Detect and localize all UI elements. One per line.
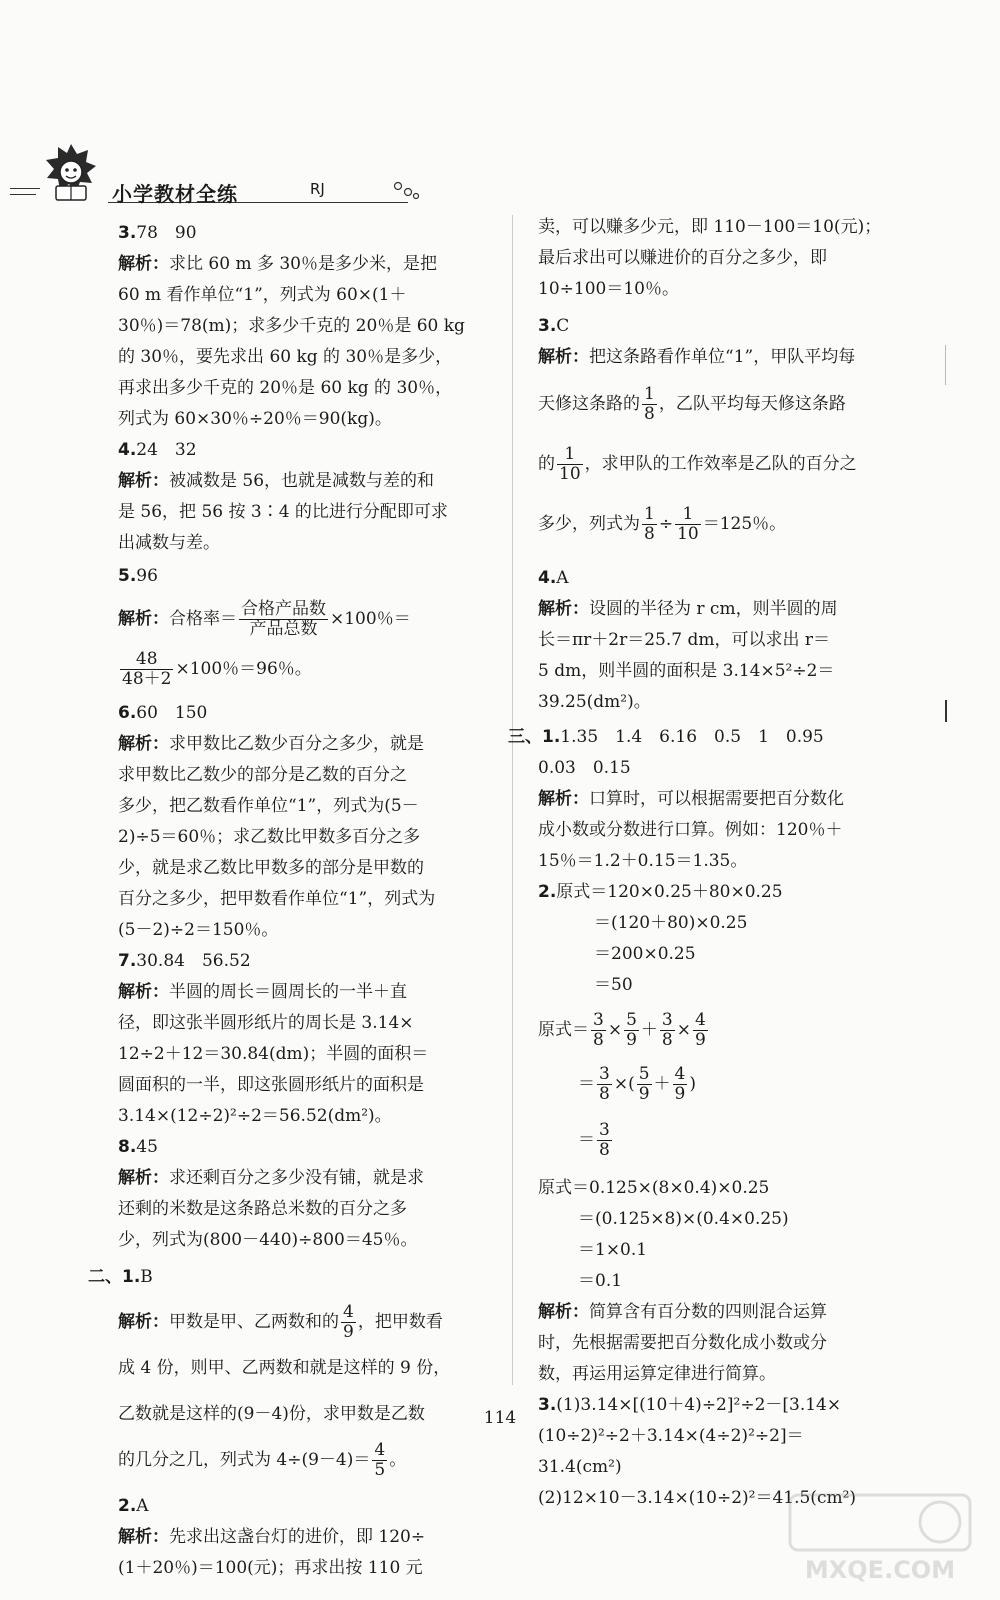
text-line: ＝1×0.1 [578, 1240, 648, 1260]
text-line: 圆面积的一半，即这张圆形纸片的面积是 [118, 1075, 424, 1095]
text-line: 30％)＝78(m)；求多少千克的 20％是 60 kg [118, 316, 465, 336]
fraction: $\frac{3}{8}$ [661, 1010, 673, 1050]
text-line: ＝0.1 [578, 1271, 623, 1291]
ornament-icon [392, 180, 422, 200]
section-2-answer-1: 二、1.B [88, 1267, 153, 1287]
text-line: 31.4(cm²) [538, 1457, 622, 1477]
analysis-6: 解析：求甲数比乙数少百分之多少，就是 [118, 734, 424, 754]
answer-s3-3: 3.(1)3.14×[(10＋4)÷2]²÷2－[3.14× [538, 1395, 842, 1415]
text-line: 径，即这张半圆形纸片的周长是 3.14× [118, 1013, 414, 1033]
text-line: ＝200×0.25 [594, 944, 696, 964]
analysis-s2-3: 解析：把这条路看作单位“1”，甲队平均每 [538, 347, 856, 367]
answer-s3-2: 2.原式＝120×0.25＋80×0.25 [538, 882, 783, 902]
text-line: 时，先根据需要把百分数化成小数或分 [538, 1333, 827, 1353]
analysis-s3-2: 解析：简算含有百分数的四则混合运算 [538, 1302, 827, 1322]
text-line: 还剩的米数是这条路总米数的百分之多 [118, 1199, 407, 1219]
text-line: 的 $\frac{1}{10}$ ，求甲队的工作效率是乙队的百分之 [538, 444, 857, 484]
fraction: $\frac{4}{5}$ [374, 1440, 386, 1480]
text-line: $\frac{48}{48+2}$ ×100％＝96％。 [122, 649, 312, 689]
text-line: 15％＝1.2＋0.15＝1.35。 [538, 851, 748, 871]
analysis-8: 解析：求还剩百分之多少没有铺，就是求 [118, 1168, 424, 1188]
analysis-s2-2: 解析：先求出这盏台灯的进价，即 120÷ [118, 1527, 426, 1547]
watermark-logo [780, 1490, 980, 1590]
text-line: 少，就是求乙数比甲数多的部分是甲数的 [118, 858, 424, 878]
answer-4: 4.24 32 [118, 440, 197, 460]
analysis-7: 解析：半圆的周长＝圆周长的一半＋直 [118, 982, 407, 1002]
text-line: 多少，列式为 $\frac{1}{8}$ ÷ $\frac{1}{10}$ ＝125％。 [538, 504, 787, 544]
text-line: 出减数与差。 [118, 533, 220, 553]
fraction: $\frac{1}{10}$ [559, 444, 581, 484]
text-line: 5 dm，则半圆的面积是 3.14×5²÷2＝ [538, 661, 835, 681]
edition-label: RJ [310, 180, 325, 198]
text-line: 再求出多少千克的 20％是 60 kg 的 30％， [118, 378, 453, 398]
fraction: $\frac{3}{8}$ [599, 1064, 610, 1104]
text-line: 是 56，把 56 按 3∶4 的比进行分配即可求 [118, 502, 448, 522]
text-line: ＝ $\frac{3}{8}$ ×( $\frac{5}{9}$ ＋ $\frac{4}{9}$ ) [578, 1064, 697, 1104]
fraction: $\frac{1}{10}$ [677, 504, 699, 544]
right-column [508, 212, 978, 1514]
fraction: $\frac{4}{9}$ [674, 1064, 686, 1104]
text-line: 0.03 0.15 [538, 758, 631, 778]
text-line: ＝50 [594, 975, 633, 995]
text-line: 10÷100＝10％。 [538, 279, 679, 299]
text-line: 的几分之几，列式为 4÷(9－4)＝ $\frac{4}{5}$ 。 [118, 1440, 407, 1480]
text-line: 60 m 看作单位“1”，列式为 60×(1＋ [118, 285, 407, 305]
answer-s2-4: 4.A [538, 568, 569, 588]
answer-3: 3.78 90 [118, 223, 197, 243]
text-line: 卖，可以赚多少元，即 110－100＝10(元)； [538, 217, 882, 237]
fraction: $\frac{1}{8}$ [644, 504, 655, 544]
text-line: 成 4 份，则甲、乙两数和就是这样的 9 份， [118, 1358, 451, 1378]
text-line: 天修这条路的 $\frac{1}{8}$ ，乙队平均每天修这条路 [538, 384, 846, 424]
text-line: (1＋20％)＝100(元)；再求出按 110 元 [118, 1558, 423, 1578]
analysis-3: 解析：求比 60 m 多 30％是多少米，是把 [118, 254, 437, 274]
text-line: 的 30％，要先求出 60 kg 的 30％是多少， [118, 347, 453, 367]
page-number: 114 [483, 1408, 517, 1428]
text-line: (10÷2)²÷2＋3.14×(4÷2)²÷2]＝ [538, 1426, 804, 1446]
answer-s2-3: 3.C [538, 316, 570, 336]
text-line: ＝(0.125×8)×(0.4×0.25) [578, 1209, 789, 1229]
text-line: 百分之多少，把甲数看作单位“1”，列式为 [118, 889, 436, 909]
fraction: $\frac{5}{9}$ [638, 1064, 650, 1104]
answer-6: 6.60 150 [118, 703, 208, 723]
text-line: 最后求出可以赚进价的百分之多少，即 [538, 248, 827, 268]
section-3-answer-1: 三、1.1.35 1.4 6.16 0.5 1 0.95 [508, 727, 824, 747]
watermark-text: MXQE.COM [804, 1556, 956, 1584]
fraction: $\frac{3}{8}$ [599, 1120, 610, 1160]
text-line: 成小数或分数进行口算。例如：120％＋ [538, 820, 843, 840]
text-line: 39.25(dm²)。 [538, 692, 651, 712]
brand-title: 小学教材全练 [112, 182, 238, 206]
text-line: 原式＝ $\frac{3}{8}$ × $\frac{5}{9}$ ＋ $\frac{3}{8}$ × $\frac{4}{9}$ [538, 1010, 706, 1050]
text-line: (5－2)÷2＝150％。 [118, 920, 279, 940]
left-column [88, 218, 558, 1584]
text-line: 乙数就是这样的(9－4)份，求甲数是乙数 [118, 1404, 425, 1424]
analysis-5: 解析：合格率＝ $\frac{\text{合格产品数}}{\text{产品总数}}$ ×100％＝ [118, 599, 411, 639]
text-line: 求甲数比乙数少的部分是乙数的百分之 [118, 765, 407, 785]
fraction: $\frac{5}{9}$ [626, 1010, 637, 1050]
analysis-s2-1: 解析：甲数是甲、乙两数和的 $\frac{4}{9}$ ，把甲数看 [118, 1302, 443, 1342]
text-line: (2)12×10－3.14×(10÷2)²＝41.5(cm²) [538, 1488, 857, 1508]
mascot-icon [36, 140, 106, 210]
text-line: 列式为 60×30％÷20％＝90(kg)。 [118, 409, 392, 429]
answer-7: 7.30.84 56.52 [118, 951, 251, 971]
analysis-s3-1: 解析：口算时，可以根据需要把百分数化 [538, 789, 844, 809]
fraction: $\frac{\text{合格产品数}}{\text{产品总数}}$ [241, 599, 326, 639]
text-line: 3.14×(12÷2)²÷2＝56.52(dm²)。 [118, 1106, 392, 1126]
fraction: $\frac{1}{8}$ [644, 384, 655, 424]
fraction: $\frac{4}{9}$ [694, 1010, 706, 1050]
analysis-s2-4: 解析：设圆的半径为 r cm，则半圆的周 [538, 599, 838, 619]
fraction: $\frac{4}{9}$ [343, 1302, 354, 1342]
text-line: 数，再运用运算定律进行简算。 [538, 1364, 776, 1384]
text-line: 2)÷5＝60％；求乙数比甲数多百分之多 [118, 827, 421, 847]
text-line: 原式＝0.125×(8×0.4)×0.25 [538, 1178, 770, 1198]
text-line: 长＝πr＋2r＝25.7 dm，可以求出 r＝ [538, 630, 831, 650]
text-line: ＝(120＋80)×0.25 [594, 913, 748, 933]
answer-5: 5.96 [118, 566, 158, 586]
answer-8: 8.45 [118, 1137, 158, 1157]
analysis-4: 解析：被减数是 56，也就是减数与差的和 [118, 471, 435, 491]
text-line: 少，列式为(800－440)÷800＝45％。 [118, 1230, 418, 1250]
answer-s2-2: 2.A [118, 1496, 149, 1516]
text-line: 12÷2＋12＝30.84(dm)；半圆的面积＝ [118, 1044, 429, 1064]
text-line: ＝ $\frac{3}{8}$ [578, 1120, 610, 1160]
fraction: $\frac{3}{8}$ [593, 1010, 604, 1050]
header-line-left-2 [10, 194, 36, 195]
text-line: 多少，把乙数看作单位“1”，列式为(5－ [118, 796, 419, 816]
fraction: $\frac{48}{48+2}$ [122, 649, 172, 689]
